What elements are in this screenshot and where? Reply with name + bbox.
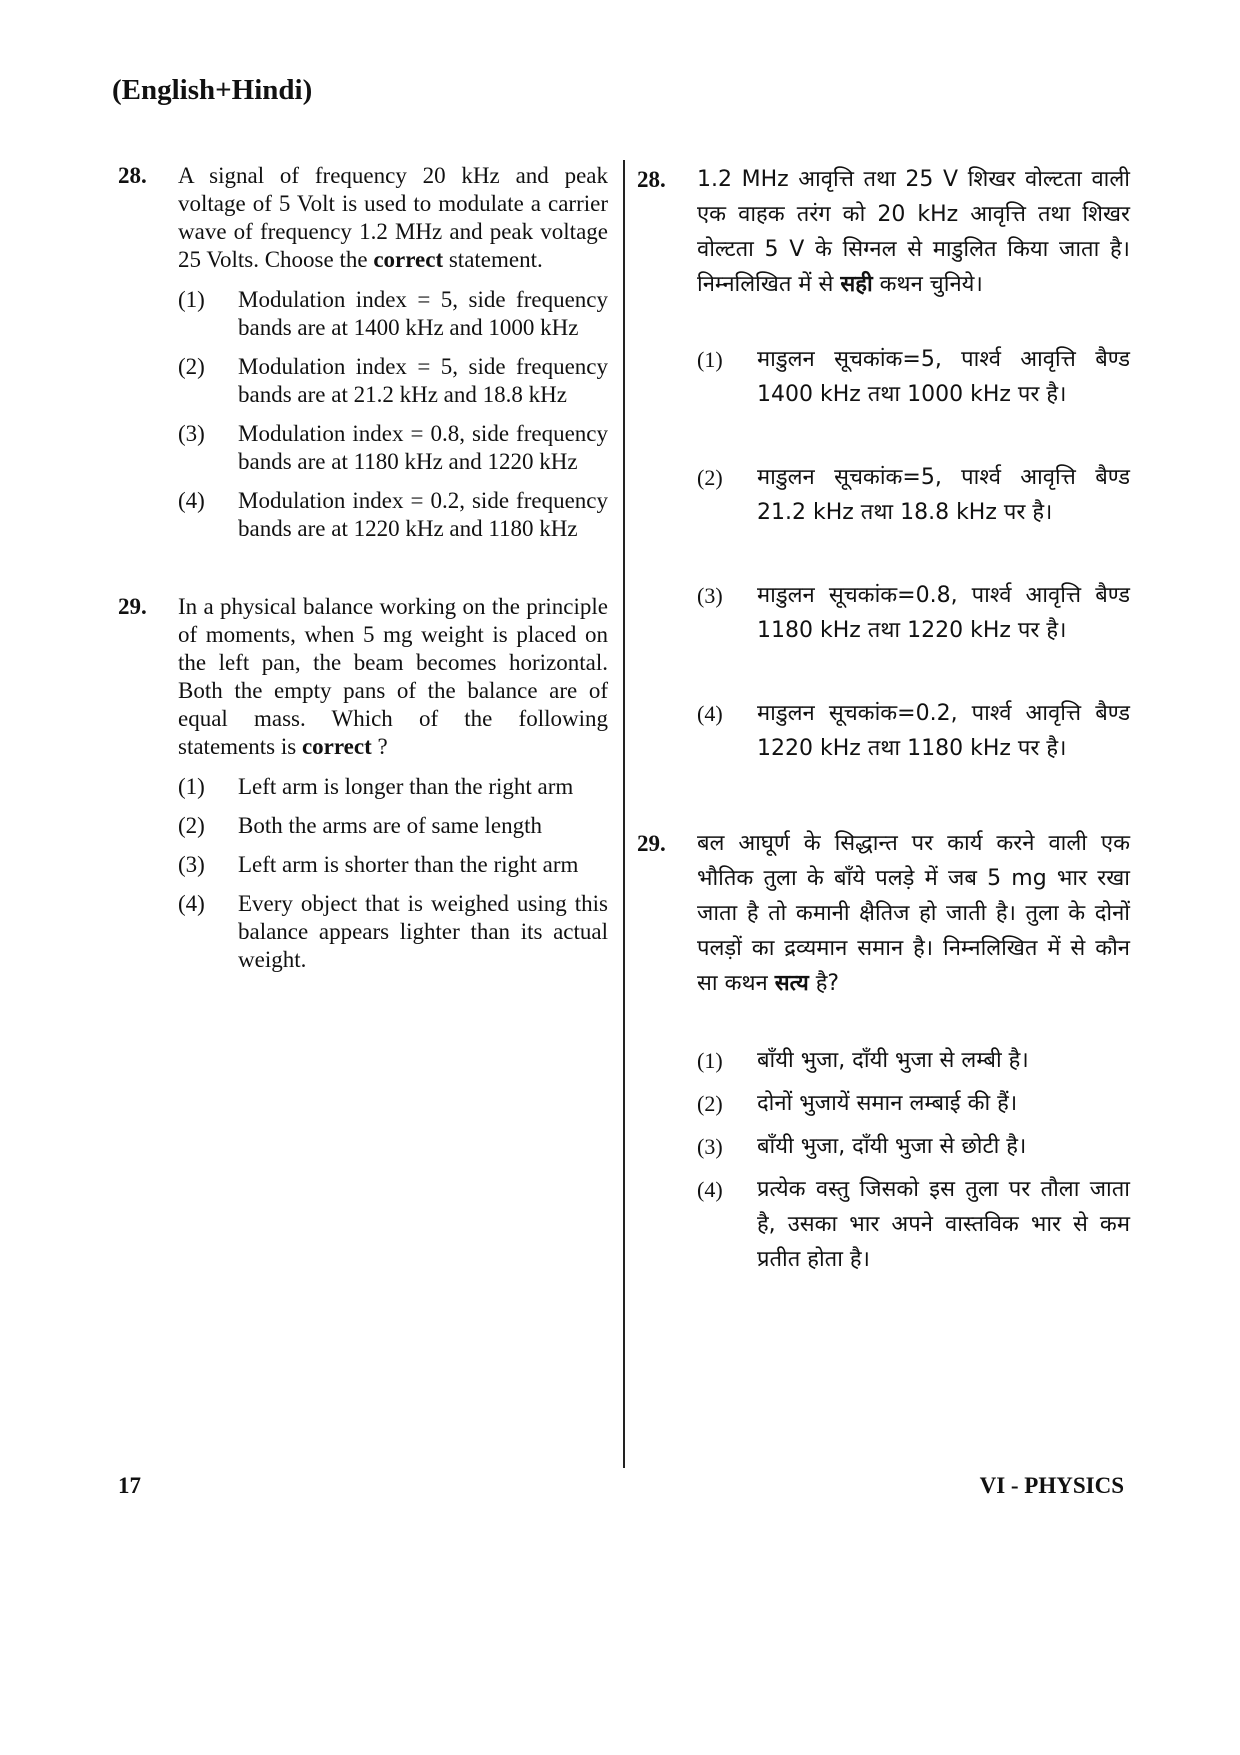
hindi-column — [637, 162, 1130, 1285]
options-list — [697, 342, 1130, 766]
option-number: (1) — [178, 287, 205, 312]
option-item[interactable] — [697, 1043, 1130, 1078]
option-number: (4) — [178, 891, 205, 916]
option-item[interactable] — [697, 342, 1130, 412]
question-29-hi — [637, 826, 1130, 1277]
option-item[interactable] — [697, 578, 1130, 648]
option-number: (3) — [178, 852, 205, 877]
option-text: Modulation index = 5, side frequency bands are at 21.2 kHz and 18.8 kHz — [238, 354, 608, 407]
option-number: (1) — [178, 774, 205, 799]
option-number: (1) — [697, 1048, 723, 1073]
option-item[interactable] — [178, 851, 608, 879]
option-text: Modulation index = 5, side frequency bands are at 1400 kHz and 1000 kHz — [238, 287, 608, 340]
option-number: (2) — [178, 354, 205, 379]
option-item[interactable] — [178, 773, 608, 801]
question-text: बल आघूर्ण के सिद्धान्त पर कार्य करने वाली एक भौतिक तुला के बाँये पलड़े में जब 5 mg भार रखा जाता है तो कमानी क्षैतिज हो जाती है। तुला के दोनों पलड़ों का द्रव्यमान समान है। निम्नलिखित में से कौन सा कथन सत्य है? — [697, 831, 1130, 996]
question-text: A signal of frequency 20 kHz and peak voltage of 5 Volt is used to modulate a carrier wave of frequency 1.2 MHz and peak voltage 25 Volts. Choose the correct statement. — [178, 163, 608, 272]
page-number: 17 — [118, 1473, 141, 1498]
question-number: 28. — [118, 163, 147, 188]
question-29-en — [118, 593, 608, 974]
option-text: Left arm is longer than the right arm — [238, 774, 574, 799]
subject-label: VI - PHYSICS — [979, 1473, 1124, 1498]
question-number: 28. — [637, 167, 666, 192]
option-number: (4) — [178, 488, 205, 513]
question-28-en — [118, 162, 608, 543]
option-item[interactable] — [178, 420, 608, 476]
option-text: प्रत्येक वस्तु जिसको इस तुला पर तौला जाता है, उसका भार अपने वास्तविक भार से कम प्रतीत होता है। — [757, 1177, 1130, 1272]
options-list — [178, 286, 608, 543]
question-number: 29. — [637, 831, 666, 856]
options-list — [178, 773, 608, 974]
option-text: माडुलन सूचकांक=5, पार्श्व आवृत्ति बैण्ड 1400 kHz तथा 1000 kHz पर है। — [757, 347, 1130, 407]
option-number: (3) — [697, 583, 723, 608]
question-28-hi — [637, 162, 1130, 766]
options-list — [697, 1043, 1130, 1277]
option-text: माडुलन सूचकांक=5, पार्श्व आवृत्ति बैण्ड 21.2 kHz तथा 18.8 kHz पर है। — [757, 465, 1130, 525]
option-text: माडुलन सूचकांक=0.8, पार्श्व आवृत्ति बैण्ड 1180 kHz तथा 1220 kHz पर है। — [757, 583, 1130, 643]
option-item[interactable] — [178, 353, 608, 409]
option-number: (4) — [697, 701, 723, 726]
question-text: 1.2 MHz आवृत्ति तथा 25 V शिखर वोल्टता वाली एक वाहक तरंग को 20 kHz आवृत्ति तथा शिखर वोल्टता 5 V के सिग्नल से माडुलित किया जाता है। निम्नलिखित में से सही कथन चुनिये। — [697, 167, 1130, 297]
option-text: बाँयी भुजा, दाँयी भुजा से लम्बी है। — [757, 1048, 1029, 1073]
option-item[interactable] — [697, 460, 1130, 530]
option-text: माडुलन सूचकांक=0.2, पार्श्व आवृत्ति बैण्ड 1220 kHz तथा 1180 kHz पर है। — [757, 701, 1130, 761]
option-number: (2) — [178, 813, 205, 838]
option-number: (3) — [178, 421, 205, 446]
option-item[interactable] — [178, 286, 608, 342]
question-number: 29. — [118, 594, 147, 619]
option-number: (3) — [697, 1134, 723, 1159]
option-text: Modulation index = 0.2, side frequency bands are at 1220 kHz and 1180 kHz — [238, 488, 608, 541]
column-divider — [623, 160, 625, 1468]
option-text: दोनों भुजायें समान लम्बाई की हैं। — [757, 1091, 1018, 1116]
english-column — [118, 162, 608, 985]
option-text: बाँयी भुजा, दाँयी भुजा से छोटी है। — [757, 1134, 1027, 1159]
option-number: (2) — [697, 1091, 723, 1116]
option-number: (1) — [697, 347, 723, 372]
option-number: (2) — [697, 465, 723, 490]
option-item[interactable] — [178, 890, 608, 974]
option-number: (4) — [697, 1177, 723, 1202]
option-text: Modulation index = 0.8, side frequency bands are at 1180 kHz and 1220 kHz — [238, 421, 608, 474]
option-item[interactable] — [697, 1172, 1130, 1277]
option-text: Both the arms are of same length — [238, 813, 543, 838]
option-item[interactable] — [697, 1086, 1130, 1121]
option-text: Left arm is shorter than the right arm — [238, 852, 579, 877]
option-item[interactable] — [697, 696, 1130, 766]
option-text: Every object that is weighed using this balance appears lighter than its actual weight. — [238, 891, 608, 972]
option-item[interactable] — [697, 1129, 1130, 1164]
option-item[interactable] — [178, 487, 608, 543]
question-text: In a physical balance working on the principle of moments, when 5 mg weight is placed on the left pan, the beam becomes horizontal. Both the empty pans of the balance are of equal mass. Which of the following statements is correct ? — [178, 594, 608, 759]
option-item[interactable] — [178, 812, 608, 840]
page-header-title: (English+Hindi) — [112, 74, 313, 106]
